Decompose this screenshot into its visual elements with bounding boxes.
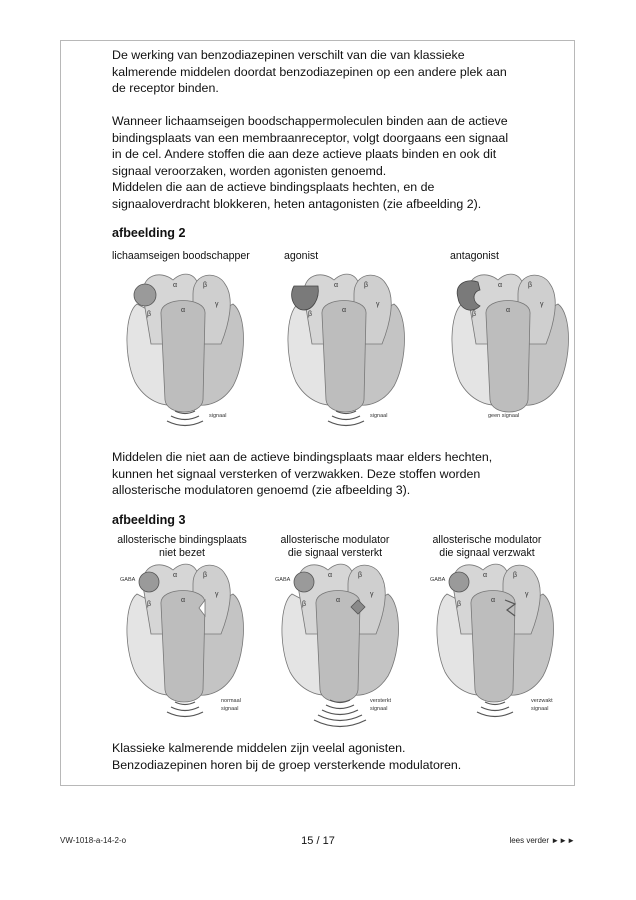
fig3-caption-2: allosterische modulator die signaal versterkt	[280, 534, 390, 559]
gaba-label-2: GABA	[275, 577, 291, 583]
figure-2	[60, 244, 575, 434]
fig3-p2-alpha-top: α	[328, 572, 333, 579]
page-number: 15 / 17	[301, 835, 335, 847]
gaba-label-3: GABA	[430, 577, 446, 583]
fig2-signal-3: geen signaal	[488, 413, 520, 419]
fig3-caption-1: allosterische bindingsplaats niet bezet	[117, 534, 247, 559]
figure-3	[60, 532, 575, 732]
messenger-molecule	[134, 284, 156, 306]
fig3-caption-3: allosterische modulator die signaal verzwakt	[432, 534, 542, 559]
intro-paragraph: De werking van benzodiazepinen verschilt van die van klassieke kalmerende middelen doordat benzodiazepinen op een andere plek aan de receptor binden.	[112, 48, 507, 96]
fig3-p2-gamma: γ	[370, 591, 374, 598]
modulator-paragraph: Middelen die niet aan de actieve bindingsplaats maar elders hechten, kunnen het signaal versterken of verzwakken. Deze stoffen worden allosterische modulatoren genoemd (zie afbeelding 3).	[112, 450, 493, 498]
fig2-p1-beta-top: β	[203, 282, 208, 289]
fig3-signal-1a: normaal	[221, 698, 241, 704]
gaba-molecule	[294, 572, 314, 592]
fig2-p3-alpha-top: α	[498, 282, 503, 289]
fig2-receptor-1	[127, 274, 244, 425]
fig3-receptor-1	[120, 564, 244, 716]
fig2-p3-beta: β	[472, 311, 477, 318]
fig3-signal-2a: versterkt	[370, 698, 392, 704]
fig2-p2-beta-top: β	[364, 282, 369, 289]
fig2-drawing	[60, 244, 575, 434]
fig3-signal-1b: signaal	[221, 706, 239, 712]
fig2-p3-alpha: α	[506, 307, 511, 314]
fig2-receptor-3	[452, 274, 569, 419]
fig2-p1-alpha-top: α	[173, 282, 178, 289]
fig3-p1-alpha: α	[181, 597, 186, 604]
fig2-caption-3: antagonist	[450, 250, 499, 262]
exam-code: VW-1018-a-14-2-o	[60, 836, 127, 845]
fig3-receptor-3	[430, 564, 554, 716]
fig2-p2-alpha-top: α	[334, 282, 339, 289]
closing-paragraph: Klassieke kalmerende middelen zijn veelal agonisten. Benzodiazepinen horen bij de groep versterkende modulatoren.	[112, 741, 462, 772]
fig2-p2-beta: β	[308, 311, 313, 318]
fig2-p2-gamma: γ	[376, 301, 380, 308]
fig3-p1-beta-top: β	[203, 572, 208, 579]
fig2-receptor-2	[288, 274, 405, 425]
figure-3-title: afbeelding 3	[112, 513, 186, 527]
fig2-caption-2: agonist	[284, 250, 319, 262]
fig2-p3-beta-top: β	[528, 282, 533, 289]
gaba-molecule	[449, 572, 469, 592]
fig3-p3-beta: β	[457, 601, 462, 608]
fig3-signal-3b: signaal	[531, 706, 549, 712]
fig2-p1-beta: β	[147, 311, 152, 318]
fig3-p2-beta: β	[302, 601, 307, 608]
fig3-signal-3a: verzwakt	[531, 698, 553, 704]
fig3-p2-alpha: α	[336, 597, 341, 604]
figure-2-title: afbeelding 2	[112, 226, 186, 240]
fig3-p3-beta-top: β	[513, 572, 518, 579]
fig2-p1-alpha: α	[181, 307, 186, 314]
fig3-p2-beta-top: β	[358, 572, 363, 579]
fig3-signal-2b: signaal	[370, 706, 388, 712]
fig3-p1-gamma: γ	[215, 591, 219, 598]
fig2-signal-1: signaal	[209, 413, 227, 419]
fig3-p3-alpha-top: α	[483, 572, 488, 579]
fig3-p1-alpha-top: α	[173, 572, 178, 579]
fig3-p3-alpha: α	[491, 597, 496, 604]
next-page-indicator: lees verder ►►►	[509, 836, 575, 845]
fig3-p1-beta: β	[147, 601, 152, 608]
fig2-p3-gamma: γ	[540, 301, 544, 308]
fig2-caption-1: lichaamseigen boodschapper	[112, 250, 250, 262]
fig2-p1-gamma: γ	[215, 301, 219, 308]
fig3-p3-gamma: γ	[525, 591, 529, 598]
fig3-receptor-2	[275, 564, 399, 726]
fig2-signal-2: signaal	[370, 413, 388, 419]
gaba-molecule	[139, 572, 159, 592]
fig2-p2-alpha: α	[342, 307, 347, 314]
fig3-drawing	[60, 532, 575, 732]
receptor-paragraph: Wanneer lichaamseigen boodschappermoleculen binden aan de actieve bindingsplaats van een membraanreceptor, volgt doorgaans een signaal in de cel. Andere stoffen die aan deze actieve plaats binden en ook dit signaal veroorzaken, worden agonisten genoemd. Middelen die aan de actieve bindingsplaats hechten, en de signaaloverdracht blokkeren, heten antagonisten (zie afbeelding 2).	[112, 114, 509, 211]
gaba-label-1: GABA	[120, 577, 136, 583]
